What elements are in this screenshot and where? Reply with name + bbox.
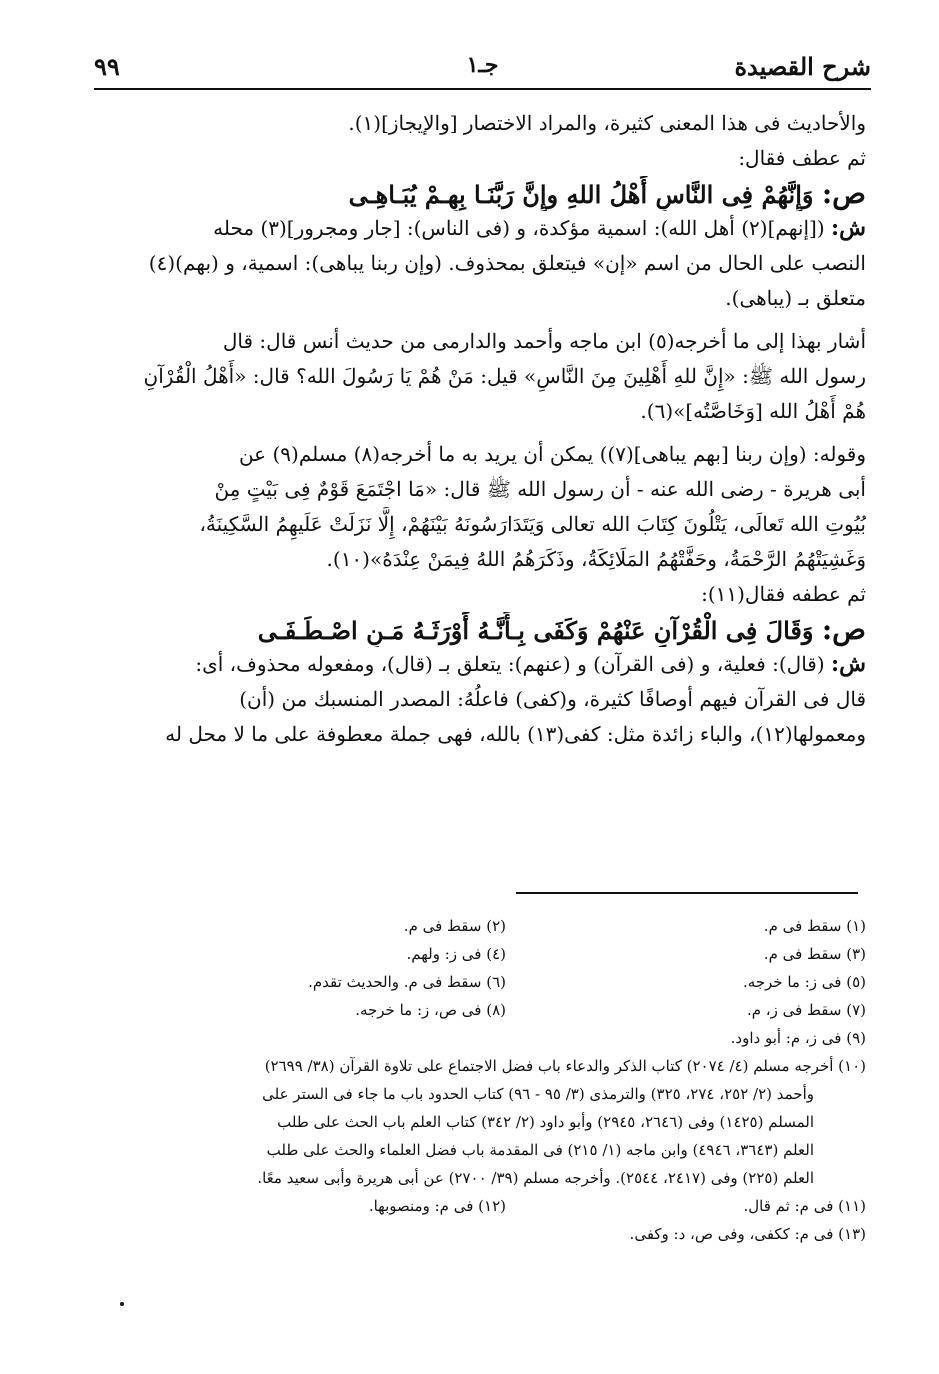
footnote-row [90,968,866,996]
footnote: (٩) فى ز، م: أبو داود. [730,1029,866,1047]
verse-text: وَقَالَ فِى الْقُرْآنِ عَنْهُمْ وَكَفَى بِـأَنَّـهُ أَوْرَثَـهُ مَـنِ اصْـطَـفَـى [257,616,814,645]
paragraph-line: وقوله: (وإن ربنا [بهم يباهى](٧)) يمكن أن يريد به ما أخرجه(٨) مسلم(٩) عن [238,442,866,466]
paragraph-line: وَغَشِيَتْهُمُ الرَّحْمَةُ، وحَفَّتْهُمُ المَلَائِكَةُ، وذَكَرَهُمُ اللهُ فِيمَنْ عِنْدَهُ»(١٠). [326,547,866,571]
footnote-row [90,1024,866,1052]
footnote-line: (١٠) أخرجه مسلم (٤/ ٢٠٧٤) كتاب الذكر والدعاء باب فضل الاجتماع على تلاوة القرآن (٣٨/ ٢٦٩٩) [264,1057,866,1075]
footnote-row [90,1220,866,1248]
main-text [94,106,866,752]
footnotes [90,912,866,1248]
paragraph-line: أبى هريرة - رضى الله عنه - أن رسول الله ﷺ قال: «مَا اجْتَمَعَ قَوْمٌ فِى بَيْتٍ مِنْ [214,477,866,501]
footnote-row [90,996,866,1024]
commentary-line [94,211,866,246]
running-header [94,52,871,88]
verse-text: وَإِنَّهُمْ فِى النَّاسِ أَهْلُ اللهِ وإِنَّ رَبَّنَـا بِهِـمْ يُبَـاهِـى [348,180,814,209]
paragraph-line: رسول الله ﷺ: «إِنَّ للهِ أَهْلِينَ مِنَ النَّاسِ» قيل: مَنْ هُمْ يَا رَسُولَ الله؟ قال: «أَهْلُ الْقُرْآنِ [143,364,866,388]
header-rule [94,88,871,90]
verse-label: ص: [821,613,866,646]
commentary-line: متعلق بـ (يباهى). [725,286,866,310]
footnote: (١٣) فى م: ككفى، وفى ص، د: وكفى. [629,1225,866,1243]
footnote-line: العلم (٢٢٥) وفى (٢٤١٧، ٢٥٤٤). وأخرجه مسلم (٣٩/ ٢٧٠٠) عن أبى هريرة وأبى سعيد معًا. [257,1169,814,1187]
footnote-row [90,912,866,940]
paragraph-line: والأحاديث فى هذا المعنى كثيرة، والمراد الاختصار [والإيجاز](١). [348,111,866,135]
footnote-row [90,1192,866,1220]
commentary-text: ([إنهم](٢) أهل الله): اسمية مؤكدة، و (فى الناس): [جار ومجرور](٣) محله [213,216,825,240]
verse-line [94,176,866,211]
footnote: (١) سقط فى م. [763,917,866,935]
commentary-line: قال فى القرآن فيهم أوصافًا كثيرة، و(كفى) فاعلُهُ: المصدر المنسبك من (أن) [239,687,866,711]
footnote: (٢) سقط فى م. [403,917,506,935]
verse-label: ص: [821,177,866,210]
footnote-line: وأحمد (٢/ ٢٥٢، ٢٧٤، ٣٢٥) والترمذى (٣/ ٩٥ - ٩٦) كتاب الحدود باب ما جاء فى الستر على [262,1085,814,1103]
footnote: (٨) فى ص، ز: ما خرجه. [355,1001,506,1019]
commentary-text: (قال): فعلية، و (فى القرآن) و (عنهم): يتعلق بـ (قال)، ومفعوله محذوف، أى: [195,652,825,676]
page-number: ٩٩ [94,52,120,81]
commentary-label: ش: [831,215,866,241]
paragraph-line: ثم عطفه فقال(١١): [701,582,866,606]
running-title: شرح القصيدة [734,52,871,81]
verse-line [94,612,866,647]
commentary-line [94,647,866,682]
footnote-row [90,940,866,968]
paragraph-line: أشار بهذا إلى ما أخرجه(٥) ابن ماجه وأحمد والدارمى من حديث أنس قال: قال [222,329,866,353]
volume-label: جـ١ [466,52,499,78]
commentary-line: النصب على الحال من اسم «إن» فيتعلق بمحذوف. (وإن ربنا يباهى): اسمية، و (بهم)(٤) [148,251,866,275]
footnote: (١٢) فى م: ومنصوبها. [368,1197,506,1215]
footnote: (٣) سقط فى م. [763,945,866,963]
commentary-line: ومعمولها(١٢)، والباء زائدة مثل: كفى(١٣) بالله، فهى جملة معطوفة على ما لا محل له [165,722,866,746]
footnote: (٥) فى ز: ما خرجه. [742,973,866,991]
footnote: (٧) سقط فى ز، م. [746,1001,866,1019]
footnote: (٦) سقط فى م. والحديث تقدم. [308,973,506,991]
footnote-rule [516,892,858,894]
paragraph-line: بُيُوتِ الله تَعالَى، يَتْلُونَ كِتَابَ الله تعالى وَيَتَدَارَسُونَهُ بَيْنَهُمْ، إِلَّا نَزَلَتْ عَلَيهِمُ السَّكِينَةُ، [199,512,866,536]
page-speck [120,1302,124,1306]
footnote-line: المسلم (١٤٢٥) وفى (٢٦٤٦، ٢٩٤٥) وأبو داود (٢/ ٣٤٢) كتاب العلم باب الحث على طلب [277,1113,814,1131]
paragraph-line: هُمْ أَهْلُ الله [وَخَاصَّتُه]»(٦). [640,399,866,423]
footnote-line: العلم (٣٦٤٣، ٤٩٤٦) وابن ماجه (١/ ٢١٥) فى المقدمة باب فضل العلماء والحث على طلب [266,1141,814,1159]
commentary-label: ش: [831,651,866,677]
paragraph-line: ثم عطف فقال: [738,146,866,170]
footnote: (٤) فى ز: ولهم. [406,945,506,963]
footnote: (١١) فى م: ثم قال. [743,1197,866,1215]
